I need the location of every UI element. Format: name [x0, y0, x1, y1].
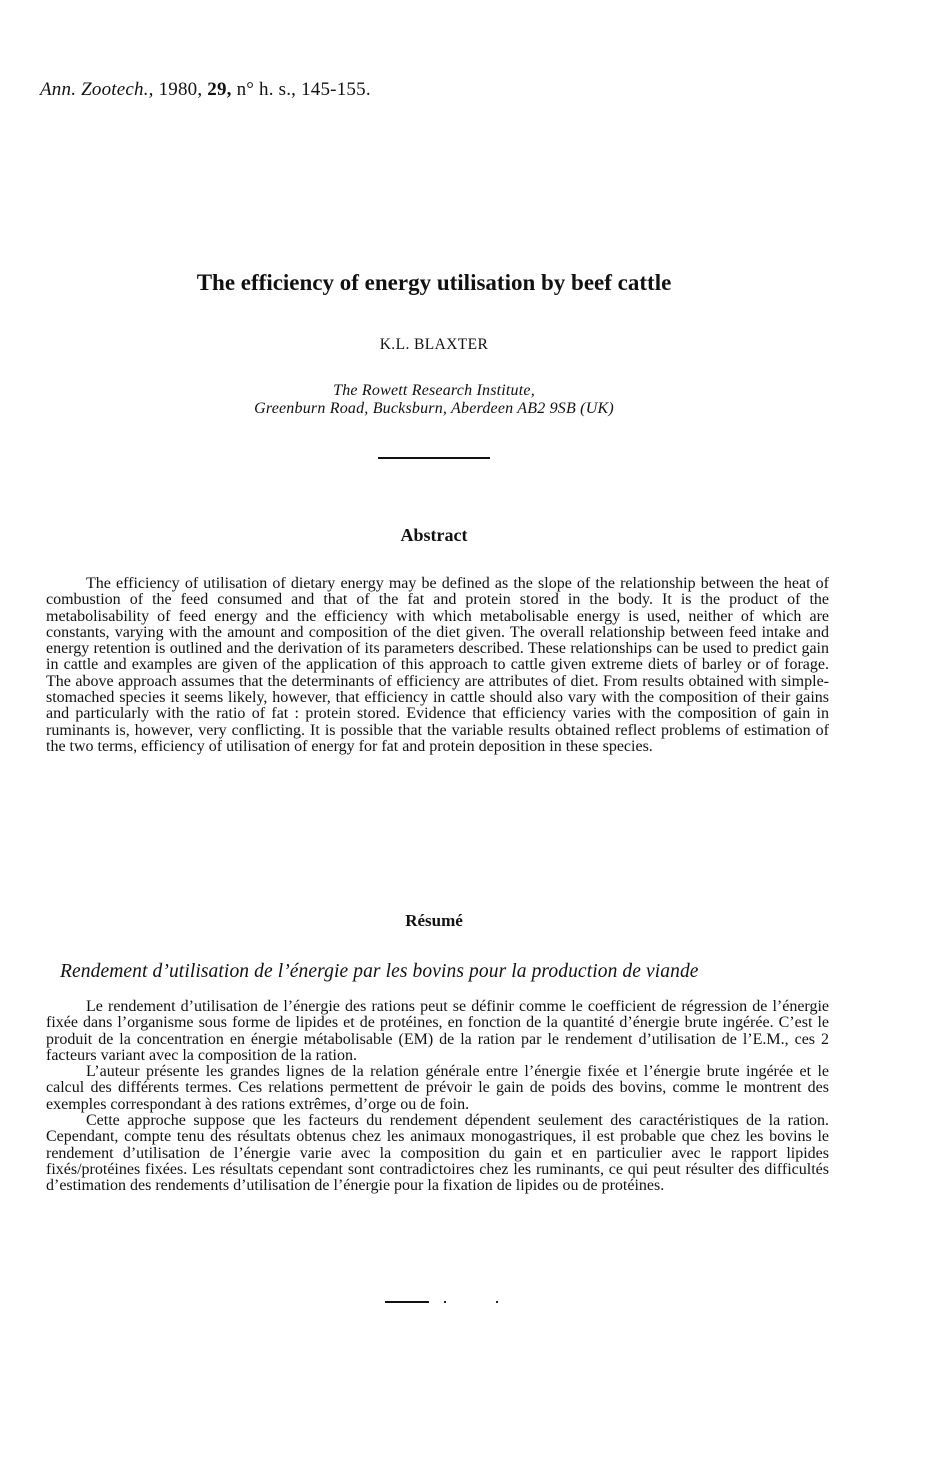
resume-paragraph-3: Cette approche suppose que les facteurs du rendement dépendent seulement des caractéristiques de la ration. Cependant, compte tenu des résultats obtenus chez les animaux monogastriques, il est probable que chez les bovins le rendement d’utilisation de l’énergie varie avec la composition du gain et en particulier avec le rapport lipides fixés/protéines fixées. Les résultats cependant sont contradictoires chez les ruminants, ce qui peut résulter des difficultés d’estimation des rendements d’utilisation de l’énergie pour la fixation de lipides ou de protéines.	[46, 1112, 829, 1195]
abstract-body	[46, 576, 829, 755]
author-name: K.L. BLAXTER	[379, 336, 489, 353]
resume-subtitle: Rendement d’utilisation de l’énergie par les bovins pour la production de viande	[60, 961, 699, 982]
article-title: The efficiency of energy utilisation by beef cattle	[196, 270, 672, 295]
resume-paragraph-1: Le rendement d’utilisation de l’énergie des rations peut se définir comme le coefficient de régression de l’énergie fixée dans l’organisme sous forme de lipides et de protéines, en fonction de la quantité d’énergie brute ingérée. C’est le produit de la concentration en énergie métabolisable (EM) de la ration par le rendement d’utilisation de l’E.M., ces 2 facteurs variant avec la composition de la ration.	[46, 998, 829, 1064]
separator-dot	[496, 1301, 498, 1303]
issue-pages: n° h. s., 145-155.	[236, 79, 371, 100]
journal-name: Ann. Zootech.,	[40, 79, 154, 100]
citation-header	[40, 79, 371, 101]
publication-year: 1980,	[158, 79, 203, 100]
resume-heading: Résumé	[405, 911, 463, 930]
abstract-heading: Abstract	[400, 525, 468, 545]
affiliation-line-1: The Rowett Research Institute,	[333, 382, 535, 399]
separator-dot	[444, 1301, 446, 1303]
resume-body	[46, 999, 829, 1195]
abstract-paragraph: The efficiency of utilisation of dietary energy may be defined as the slope of the relationship between the heat of combustion of the feed consumed and that of the fat and protein stored in the body. It is the product of the metabolisability of feed energy and the efficiency with which metabolisable energy is used, neither of which are constants, varying with the amount and composition of the diet given. The overall relationship between feed intake and energy retention is outlined and the derivation of its parameters described. These relationships can be used to predict gain in cattle and examples are given of the application of this approach to cattle given extreme diets of barley or of forage. The above approach assumes that the determinants of efficiency are attributes of diet. From results obtained with simple-stomached species it seems likely, however, that efficiency in cattle should also vary with the composition of their gains and particularly with the ratio of fat : protein stored. Evidence that efficiency varies with the composition of gain in ruminants is, however, very conflicting. It is possible that the variable results obtained reflect problems of estimation of the two terms, efficiency of utilisation of energy for fat and protein deposition in these species.	[46, 575, 829, 755]
resume-paragraph-2: L’auteur présente les grandes lignes de la relation générale entre l’énergie fixée et l’énergie brute ingérée et le calcul des différents termes. Ces relations permettent de prévoir le gain de poids des bovins, comme le montrent des exemples correspondant à des rations extrêmes, d’orge ou de foin.	[46, 1063, 829, 1113]
separator-rule-bottom	[385, 1301, 429, 1303]
affiliation-line-2: Greenburn Road, Bucksburn, Aberdeen AB2 9SB (UK)	[254, 400, 614, 417]
separator-rule-top	[378, 457, 490, 459]
volume-number: 29,	[207, 79, 232, 100]
